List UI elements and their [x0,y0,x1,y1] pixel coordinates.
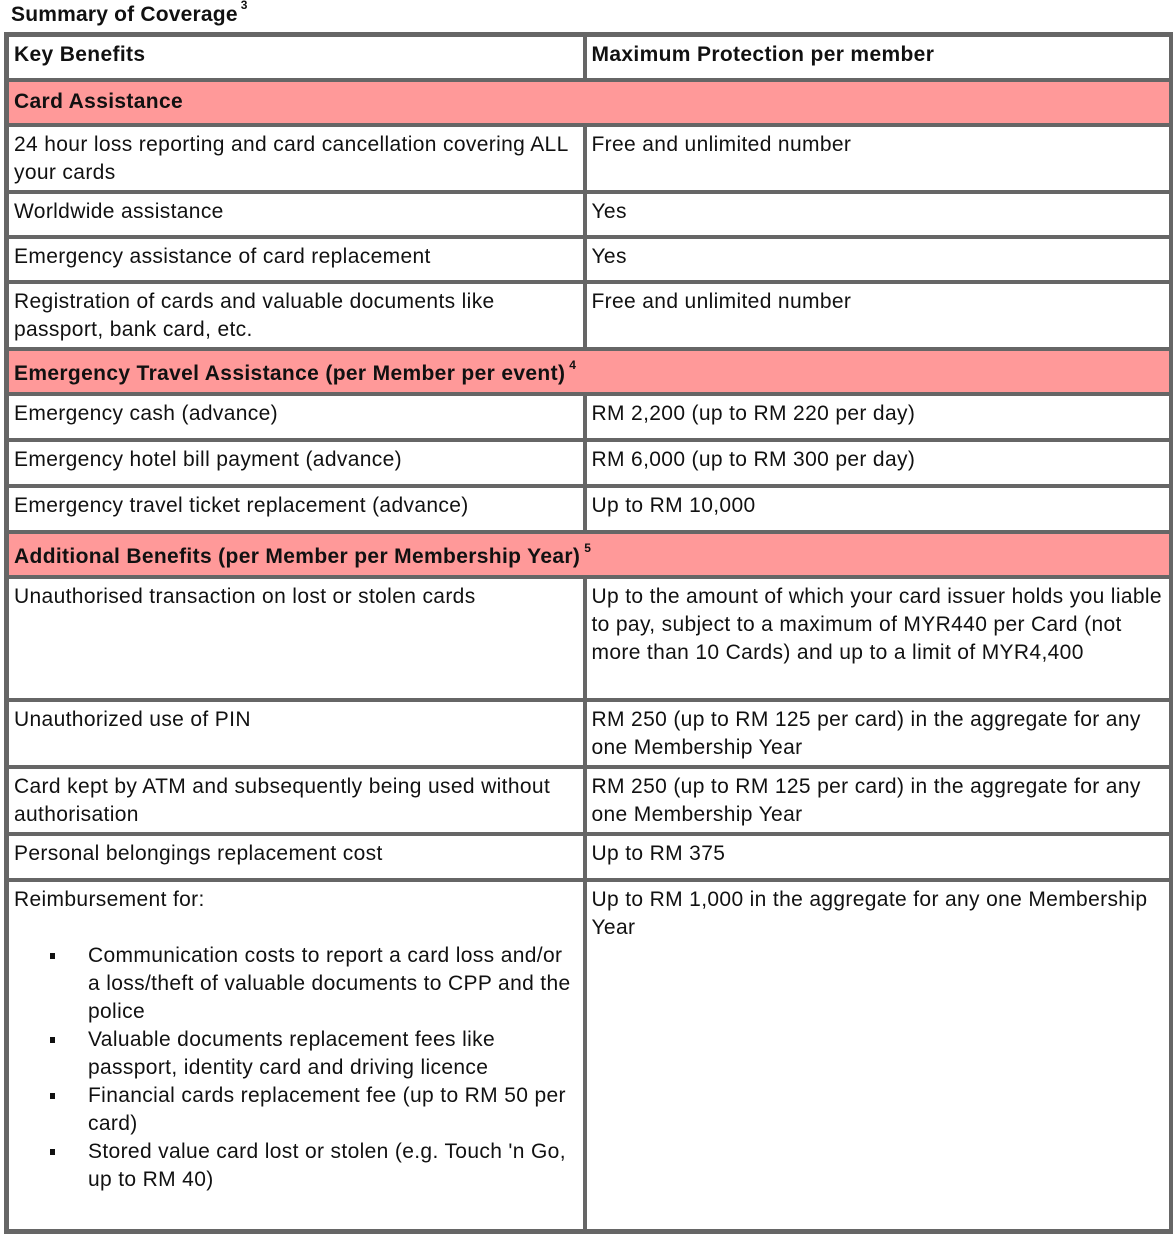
protection-cell: Up to RM 10,000 [585,486,1172,532]
protection-cell: Free and unlimited number [585,282,1172,349]
protection-cell: Free and unlimited number [585,125,1172,192]
benefit-cell: 24 hour loss reporting and card cancellation covering ALL your cards [7,125,585,192]
protection-cell: Yes [585,192,1172,237]
table-row [7,394,1172,440]
benefit-cell: Registration of cards and valuable documents like passport, bank card, etc. [7,282,585,349]
benefit-cell: Emergency cash (advance) [7,394,585,440]
section-footnote: 5 [584,541,592,555]
reimbursement-label: Reimbursement for: [14,888,205,911]
section-title-text: Additional Benefits (per Member per Membership Year) [14,545,581,568]
header-maximum-protection: Maximum Protection per member [585,35,1172,81]
protection-cell: RM 6,000 (up to RM 300 per day) [585,440,1172,486]
table-row [7,700,1172,767]
protection-cell: RM 2,200 (up to RM 220 per day) [585,394,1172,440]
section-card-assistance [7,80,1172,125]
benefit-cell: Emergency hotel bill payment (advance) [7,440,585,486]
table-row [7,440,1172,486]
protection-cell: Up to the amount of which your card issuer holds you liable to pay, subject to a maximum of MYR440 per Card (not more than 10 Cards) and up to a limit of MYR4,400 [585,577,1172,700]
list-item: Valuable documents replacement fees like passport, identity card and driving licence [88,1026,579,1082]
protection-cell: Up to RM 375 [585,834,1172,880]
benefit-cell: Card kept by ATM and subsequently being used without authorisation [7,767,585,834]
table-row [7,834,1172,880]
table-row [7,486,1172,532]
benefit-cell: Emergency travel ticket replacement (advance) [7,486,585,532]
list-item: Financial cards replacement fee (up to RM 50 per card) [88,1082,579,1138]
list-item: Stored value card lost or stolen (e.g. Touch 'n Go, up to RM 40) [88,1138,579,1194]
benefit-cell [7,880,585,1232]
benefit-cell: Worldwide assistance [7,192,585,237]
section-emergency-travel-assistance [7,349,1172,394]
reimbursement-list [14,942,579,1194]
list-item: Communication costs to report a card loss and/or a loss/theft of valuable documents to CPP and the police [88,942,579,1026]
coverage-table [4,32,1173,1234]
table-row [7,125,1172,192]
benefit-cell: Unauthorized use of PIN [7,700,585,767]
section-title-text: Card Assistance [14,90,184,113]
protection-cell: Yes [585,237,1172,282]
protection-cell: Up to RM 1,000 in the aggregate for any one Membership Year [585,880,1172,1232]
table-row [7,767,1172,834]
title-text: Summary of Coverage [11,3,238,26]
table-row [7,192,1172,237]
table-header-row [7,35,1172,81]
section-title-text: Emergency Travel Assistance (per Member per event) [14,362,566,385]
benefit-cell: Personal belongings replacement cost [7,834,585,880]
section-footnote: 4 [569,358,577,372]
benefit-cell: Emergency assistance of card replacement [7,237,585,282]
protection-cell: RM 250 (up to RM 125 per card) in the aggregate for any one Membership Year [585,700,1172,767]
page-title [11,2,248,27]
table-row [7,282,1172,349]
protection-cell: RM 250 (up to RM 125 per card) in the aggregate for any one Membership Year [585,767,1172,834]
section-title [7,532,1172,577]
benefit-cell: Unauthorised transaction on lost or stolen cards [7,577,585,700]
section-title [7,349,1172,394]
header-key-benefits: Key Benefits [7,35,585,81]
table-row [7,237,1172,282]
table-row [7,880,1172,1232]
title-footnote: 3 [240,0,248,12]
section-title [7,80,1172,125]
table-row [7,577,1172,700]
section-additional-benefits [7,532,1172,577]
